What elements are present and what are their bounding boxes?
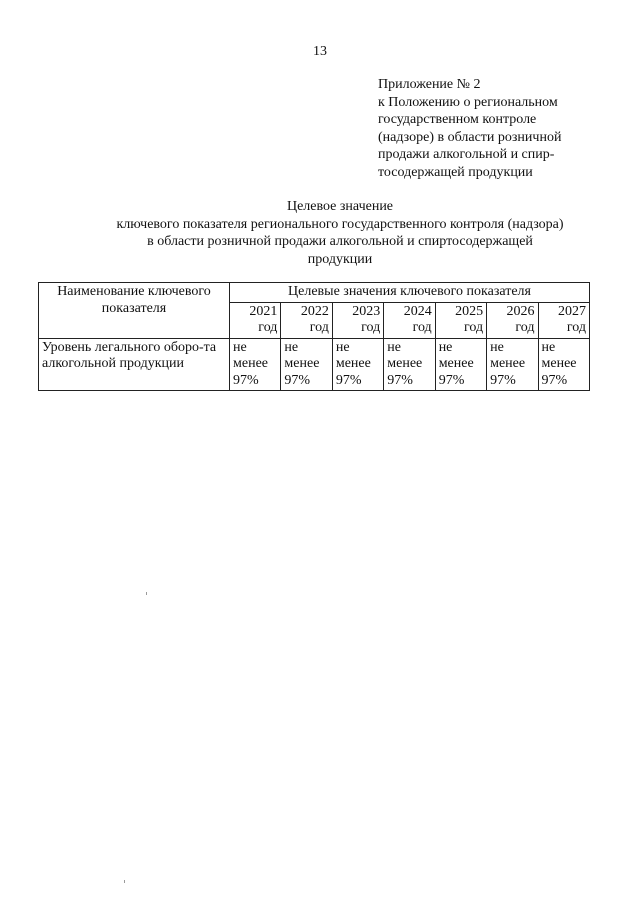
- target-value-cell: [332, 338, 383, 391]
- year-header: [384, 302, 435, 338]
- table-header-row: [39, 283, 590, 303]
- page-number: 13: [313, 44, 327, 59]
- appendix-line: государственном контроле: [378, 112, 537, 127]
- value-line: не: [387, 339, 401, 355]
- heading-line: в области розничной продажи алкогольной и спиртосодержащей: [147, 234, 533, 249]
- value-line: менее: [284, 356, 320, 371]
- scan-speck: [146, 592, 147, 595]
- appendix-line: к Положению о региональном: [378, 94, 558, 110]
- year-unit: год: [463, 320, 484, 335]
- target-value-cell: [435, 338, 486, 391]
- target-value-cell: [384, 338, 435, 391]
- appendix-line: тосодержащей продукции: [378, 164, 533, 180]
- heading-line: Целевое значение: [286, 199, 394, 214]
- table-row: [39, 338, 590, 391]
- year-header: [332, 302, 383, 338]
- year-unit: год: [309, 320, 329, 335]
- year-header: [487, 302, 538, 338]
- year-label: 2026: [506, 303, 535, 319]
- year-label: 2025: [455, 303, 484, 319]
- target-value-cell: [538, 338, 589, 391]
- value-line: менее: [541, 356, 577, 371]
- value-line: 97%: [335, 372, 362, 388]
- value-line: 97%: [490, 372, 516, 388]
- year-label: 2027: [558, 303, 586, 319]
- value-line: не: [490, 339, 504, 355]
- heading-line: продукции: [307, 251, 373, 267]
- year-unit: год: [258, 320, 278, 335]
- value-line: менее: [438, 356, 474, 371]
- target-value-cell: [487, 338, 538, 391]
- appendix-note: [378, 76, 618, 181]
- value-line: 97%: [438, 372, 465, 388]
- value-line: 97%: [284, 372, 311, 388]
- heading-line: ключевого показателя регионального государственного контроля (надзора): [116, 216, 564, 232]
- year-label: 2021: [249, 303, 278, 319]
- year-label: 2024: [403, 303, 432, 319]
- value-line: менее: [335, 356, 371, 371]
- year-header: [230, 302, 281, 338]
- appendix-line: продажи алкогольной и спир-: [378, 147, 555, 162]
- year-header: [538, 302, 589, 338]
- name-column-header: Наименование ключевого показателя: [39, 283, 230, 339]
- value-line: не: [541, 339, 556, 355]
- target-value-cell: [281, 338, 332, 391]
- scan-speck: [124, 880, 125, 883]
- indicator-name: Уровень легального оборо-та алкогольной продукции: [39, 338, 230, 391]
- value-line: менее: [233, 356, 268, 371]
- value-line: менее: [490, 356, 526, 371]
- value-line: 97%: [541, 372, 568, 388]
- year-label: 2023: [352, 303, 381, 319]
- target-value-cell: [230, 338, 281, 391]
- year-unit: год: [412, 320, 432, 335]
- kpi-table: [38, 282, 590, 391]
- year-unit: год: [361, 320, 381, 335]
- value-line: 97%: [387, 372, 413, 388]
- value-line: не: [284, 339, 299, 355]
- year-label: 2022: [300, 303, 329, 319]
- value-line: не: [233, 339, 247, 355]
- year-unit: год: [566, 320, 586, 335]
- target-values-header: Целевые значения ключевого показателя: [230, 283, 590, 303]
- year-header: [281, 302, 332, 338]
- appendix-line: (надзоре) в области розничной: [378, 129, 562, 145]
- year-header: [435, 302, 486, 338]
- value-line: не: [438, 339, 453, 355]
- year-unit: год: [515, 320, 535, 335]
- appendix-line: Приложение № 2: [378, 77, 481, 92]
- value-line: менее: [387, 356, 423, 371]
- value-line: 97%: [233, 372, 259, 388]
- document-heading: [60, 198, 620, 268]
- value-line: не: [335, 339, 350, 355]
